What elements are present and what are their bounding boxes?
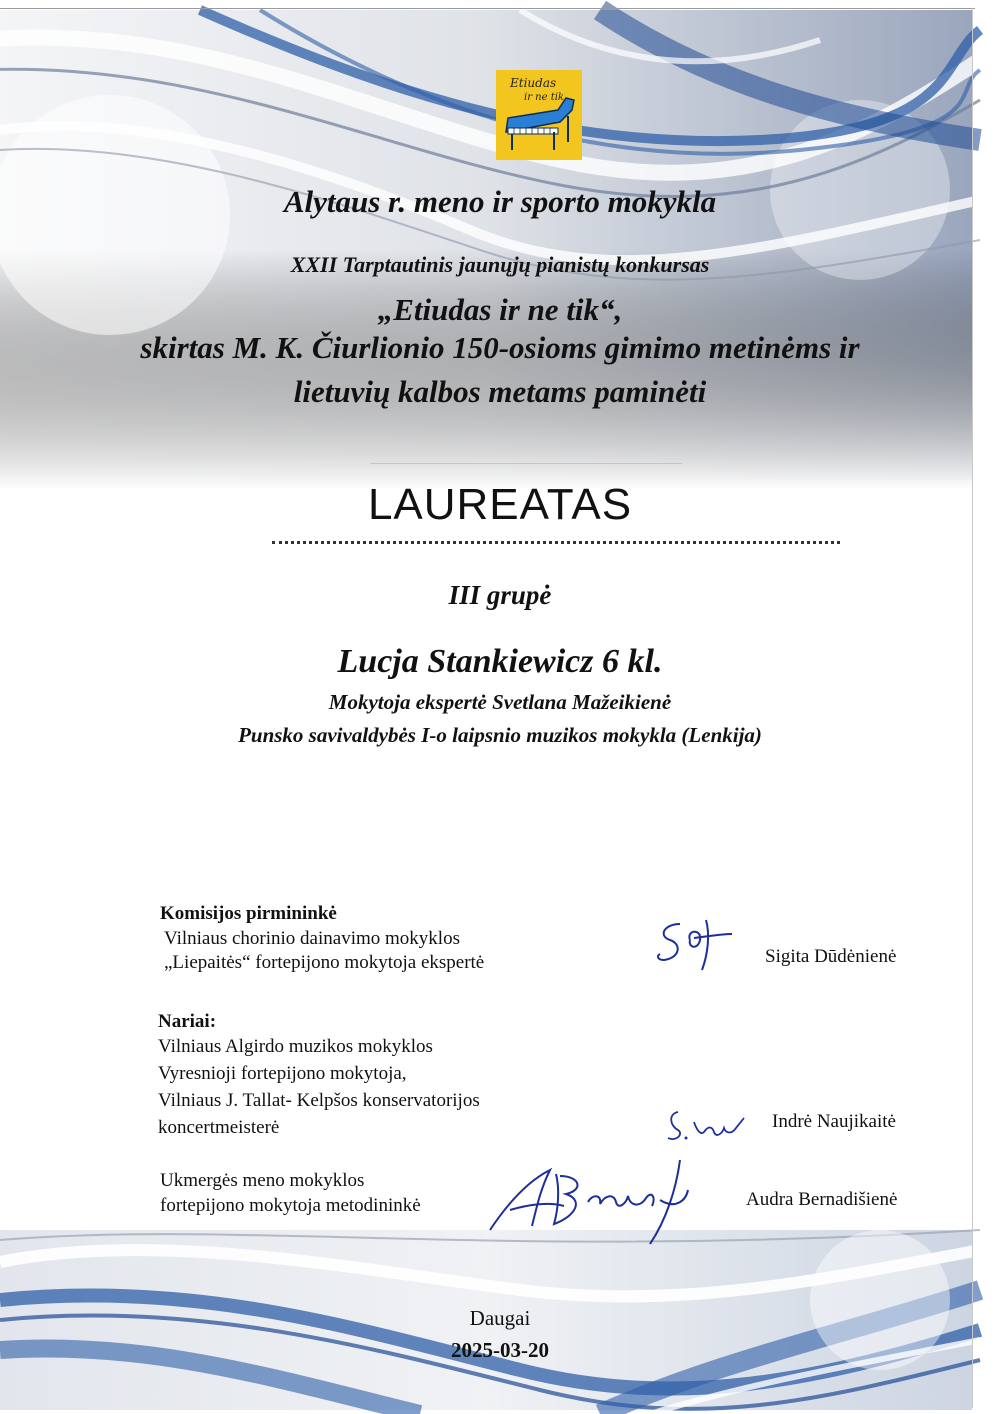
- student-school: Punsko savivaldybės I-o laipsnio muzikos mokykla (Lenkija): [238, 723, 762, 747]
- member1-description-line4: koncertmeisterė: [158, 1117, 280, 1138]
- contest-subtitle-line1: skirtas M. K. Čiurlionio 150-osioms gimimo metinėms ir: [140, 330, 860, 365]
- member2-name: Audra Bernadišienė: [746, 1189, 898, 1210]
- member2-description-line2: fortepijono mokytoja metodininkė: [160, 1195, 421, 1216]
- chair-description-line1: Vilniaus chorinio dainavimo mokyklos: [164, 928, 460, 949]
- chair-description-line2: „Liepaitės“ fortepijono mokytoja ekspertė: [164, 952, 485, 973]
- dotted-line: [272, 541, 840, 544]
- award-title: LAUREATAS: [367, 480, 633, 529]
- piano-icon: [496, 70, 582, 160]
- member1-name: Indrė Naujikaitė: [772, 1111, 896, 1132]
- divider-line: [370, 463, 682, 464]
- member2-signature: [480, 1140, 700, 1250]
- top-border-line: [0, 8, 975, 9]
- chair-signature: [650, 910, 750, 980]
- logo-text-line2: ir ne tik: [524, 92, 564, 103]
- member2-description-line1: Ukmergės meno mokyklos: [160, 1170, 365, 1191]
- place: Daugai: [469, 1306, 531, 1330]
- chair-name: Sigita Dūdėnienė: [765, 946, 897, 967]
- student-name: Lucja Stankiewicz 6 kl.: [337, 643, 663, 680]
- group-label: III grupė: [448, 580, 552, 610]
- members-heading: Nariai:: [158, 1011, 217, 1032]
- logo-text-line1: Etiudas: [510, 76, 557, 90]
- contest-name: „Etiudas ir ne tik“,: [377, 292, 623, 327]
- date: 2025-03-20: [451, 1338, 549, 1362]
- contest-subtitle-line2: lietuvių kalbos metams paminėti: [293, 374, 707, 409]
- contest-title: XXII Tarptautinis jaunųjų pianistų konkursas: [290, 252, 710, 277]
- member1-description-line3: Vilniaus J. Tallat- Kelpšos konservatorijos: [158, 1090, 480, 1111]
- organizer-school: Alytaus r. meno ir sporto mokykla: [283, 184, 717, 219]
- member1-description-line1: Vilniaus Algirdo muzikos mokyklos: [158, 1036, 433, 1057]
- member1-description-line2: Vyresnioji fortepijono mokytoja,: [158, 1063, 407, 1084]
- teacher-name: Mokytoja ekspertė Svetlana Mažeikienė: [328, 690, 672, 714]
- contest-logo: [496, 70, 582, 160]
- chair-heading: Komisijos pirmininkė: [160, 903, 337, 924]
